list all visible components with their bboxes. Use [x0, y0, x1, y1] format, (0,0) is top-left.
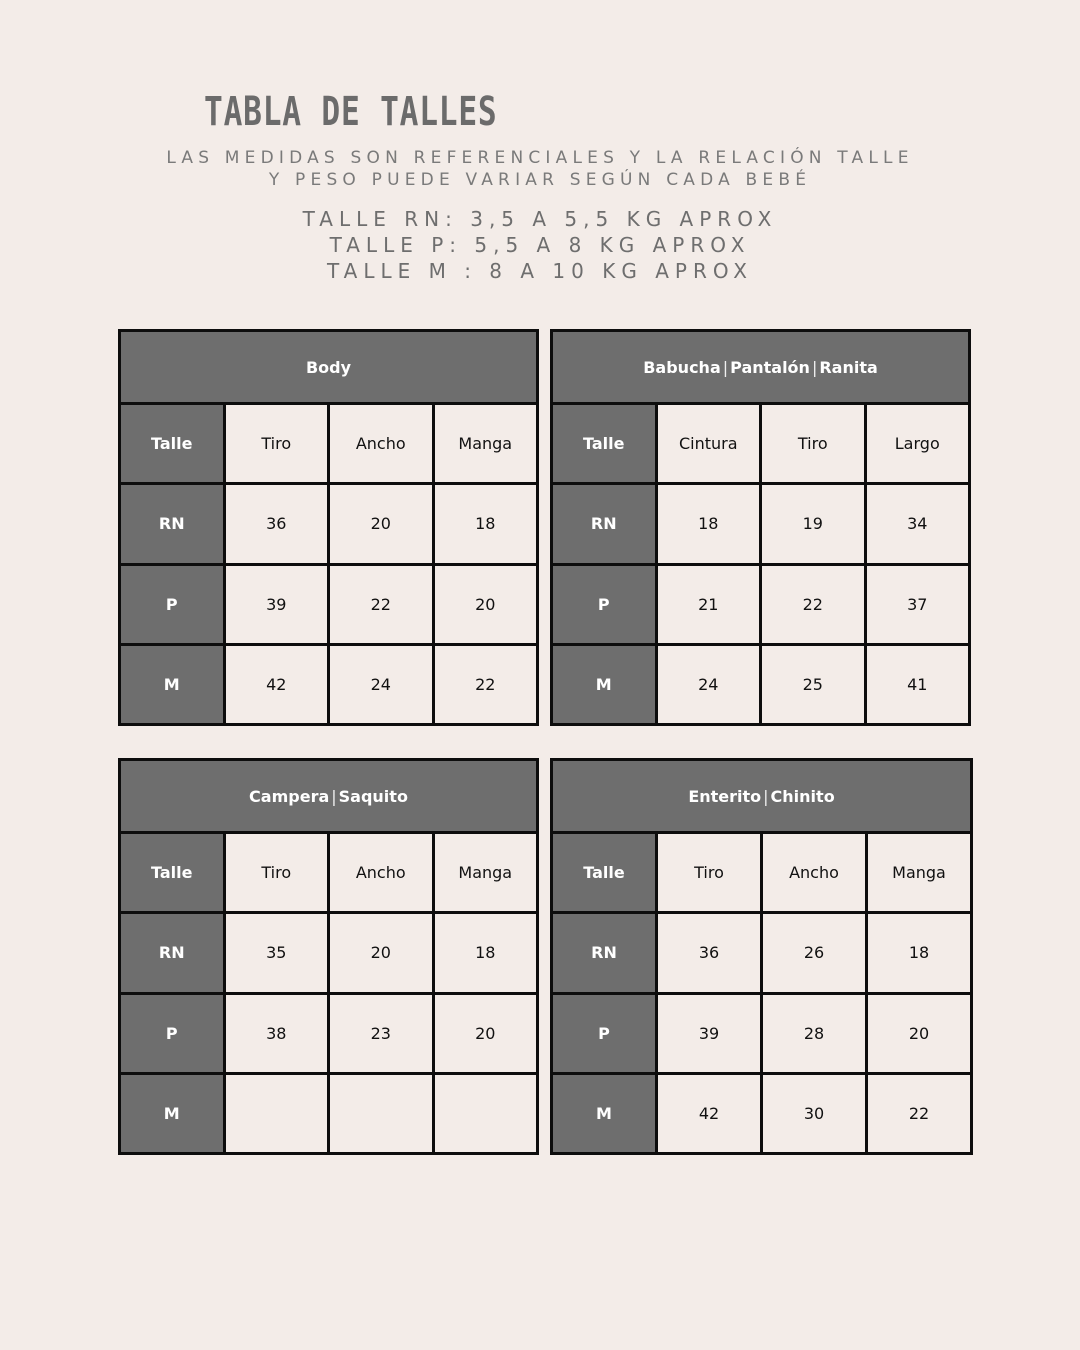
- measure-cell: 42: [224, 644, 329, 724]
- table-title-part: Saquito: [338, 786, 408, 806]
- table-row: [120, 484, 538, 564]
- column-header: Cintura: [656, 404, 761, 484]
- table-title-part: Campera: [249, 786, 330, 806]
- measure-cell: 24: [329, 644, 434, 724]
- table-title: [552, 331, 970, 404]
- measure-cell: 20: [867, 993, 972, 1073]
- size-label: P: [120, 564, 225, 644]
- measure-cell: 20: [433, 564, 538, 644]
- size-table-babucha: [550, 329, 971, 726]
- measure-cell: 36: [224, 484, 329, 564]
- measure-cell: 18: [433, 913, 538, 993]
- table-row: [120, 564, 538, 644]
- subtitle-line-1: LAS MEDIDAS SON REFERENCIALES Y LA RELACIÓN TALLE: [166, 148, 914, 168]
- column-header: Manga: [433, 833, 538, 913]
- size-label: M: [552, 644, 657, 724]
- measure-cell: 35: [224, 913, 329, 993]
- column-header: Tiro: [761, 404, 866, 484]
- measure-cell: 22: [867, 1073, 972, 1153]
- column-header-talle: Talle: [120, 404, 225, 484]
- size-table-body: [118, 329, 539, 726]
- measure-cell: 39: [657, 993, 762, 1073]
- table-row: [552, 1073, 972, 1153]
- measure-cell: 22: [329, 564, 434, 644]
- subtitle-line-2: Y PESO PUEDE VARIAR SEGÚN CADA BEBÉ: [268, 170, 812, 190]
- measure-cell: 36: [657, 913, 762, 993]
- size-label: P: [120, 993, 225, 1073]
- measure-cell: 34: [865, 484, 970, 564]
- measure-cell: [329, 1073, 434, 1153]
- measure-cell: 42: [657, 1073, 762, 1153]
- title-separator: |: [763, 786, 769, 806]
- table-title-part: Ranita: [819, 357, 878, 377]
- measure-cell: 23: [329, 993, 434, 1073]
- title-separator: |: [811, 357, 818, 377]
- size-label: M: [120, 1073, 225, 1153]
- column-header: Tiro: [657, 833, 762, 913]
- title-separator: |: [331, 786, 337, 806]
- table-title-part: Chinito: [770, 786, 835, 806]
- measure-cell: 38: [224, 993, 329, 1073]
- measure-cell: 22: [761, 564, 866, 644]
- measure-cell: [433, 1073, 538, 1153]
- table-title-part: Body: [305, 357, 352, 377]
- column-header: Tiro: [224, 404, 329, 484]
- column-header-talle: Talle: [120, 833, 225, 913]
- column-header: Ancho: [329, 404, 434, 484]
- measure-cell: 25: [761, 644, 866, 724]
- size-label: P: [552, 993, 657, 1073]
- column-header: Manga: [867, 833, 972, 913]
- table-title-part: Babucha: [643, 357, 721, 377]
- table-row: [120, 1073, 538, 1153]
- measure-cell: 22: [433, 644, 538, 724]
- measure-cell: 20: [329, 913, 434, 993]
- measure-cell: 20: [329, 484, 434, 564]
- measure-cell: 37: [865, 564, 970, 644]
- size-label: RN: [120, 484, 225, 564]
- column-header-talle: Talle: [552, 833, 657, 913]
- page-title: TABLA DE TALLES: [204, 89, 498, 135]
- subtitle: [0, 147, 1080, 191]
- measure-cell: 41: [865, 644, 970, 724]
- column-header: Ancho: [762, 833, 867, 913]
- table-title: [120, 331, 538, 404]
- size-label: RN: [552, 484, 657, 564]
- size-label: M: [552, 1073, 657, 1153]
- weight-rn: TALLE RN: 3,5 A 5,5 KG APROX: [302, 207, 778, 231]
- table-title-part: Pantalón: [730, 357, 810, 377]
- measure-cell: 39: [224, 564, 329, 644]
- weight-m: TALLE M : 8 A 10 KG APROX: [326, 259, 754, 283]
- column-header: Tiro: [224, 833, 329, 913]
- size-label: RN: [552, 913, 657, 993]
- measure-cell: 26: [762, 913, 867, 993]
- measure-cell: 18: [656, 484, 761, 564]
- measure-cell: 18: [433, 484, 538, 564]
- size-label: M: [120, 644, 225, 724]
- table-row: [120, 993, 538, 1073]
- title-separator: |: [722, 357, 729, 377]
- column-header: Ancho: [329, 833, 434, 913]
- measure-cell: 20: [433, 993, 538, 1073]
- measure-cell: 30: [762, 1073, 867, 1153]
- table-row: [120, 644, 538, 724]
- table-row: [120, 913, 538, 993]
- measure-cell: 18: [867, 913, 972, 993]
- column-header: Largo: [865, 404, 970, 484]
- measure-cell: 24: [656, 644, 761, 724]
- table-title-part: Enterito: [688, 786, 762, 806]
- weight-p: TALLE P: 5,5 A 8 KG APROX: [329, 233, 751, 257]
- measure-cell: [224, 1073, 329, 1153]
- column-header: Manga: [433, 404, 538, 484]
- size-label: P: [552, 564, 657, 644]
- table-row: [552, 484, 970, 564]
- size-table-enterito: [550, 758, 973, 1155]
- table-row: [552, 564, 970, 644]
- measure-cell: 28: [762, 993, 867, 1073]
- size-weight-list: [0, 206, 1080, 284]
- measure-cell: 19: [761, 484, 866, 564]
- table-row: [552, 644, 970, 724]
- column-header-talle: Talle: [552, 404, 657, 484]
- table-title: [120, 760, 538, 833]
- size-table-campera: [118, 758, 539, 1155]
- table-row: [552, 993, 972, 1073]
- table-title: [552, 760, 972, 833]
- table-row: [552, 913, 972, 993]
- measure-cell: 21: [656, 564, 761, 644]
- size-label: RN: [120, 913, 225, 993]
